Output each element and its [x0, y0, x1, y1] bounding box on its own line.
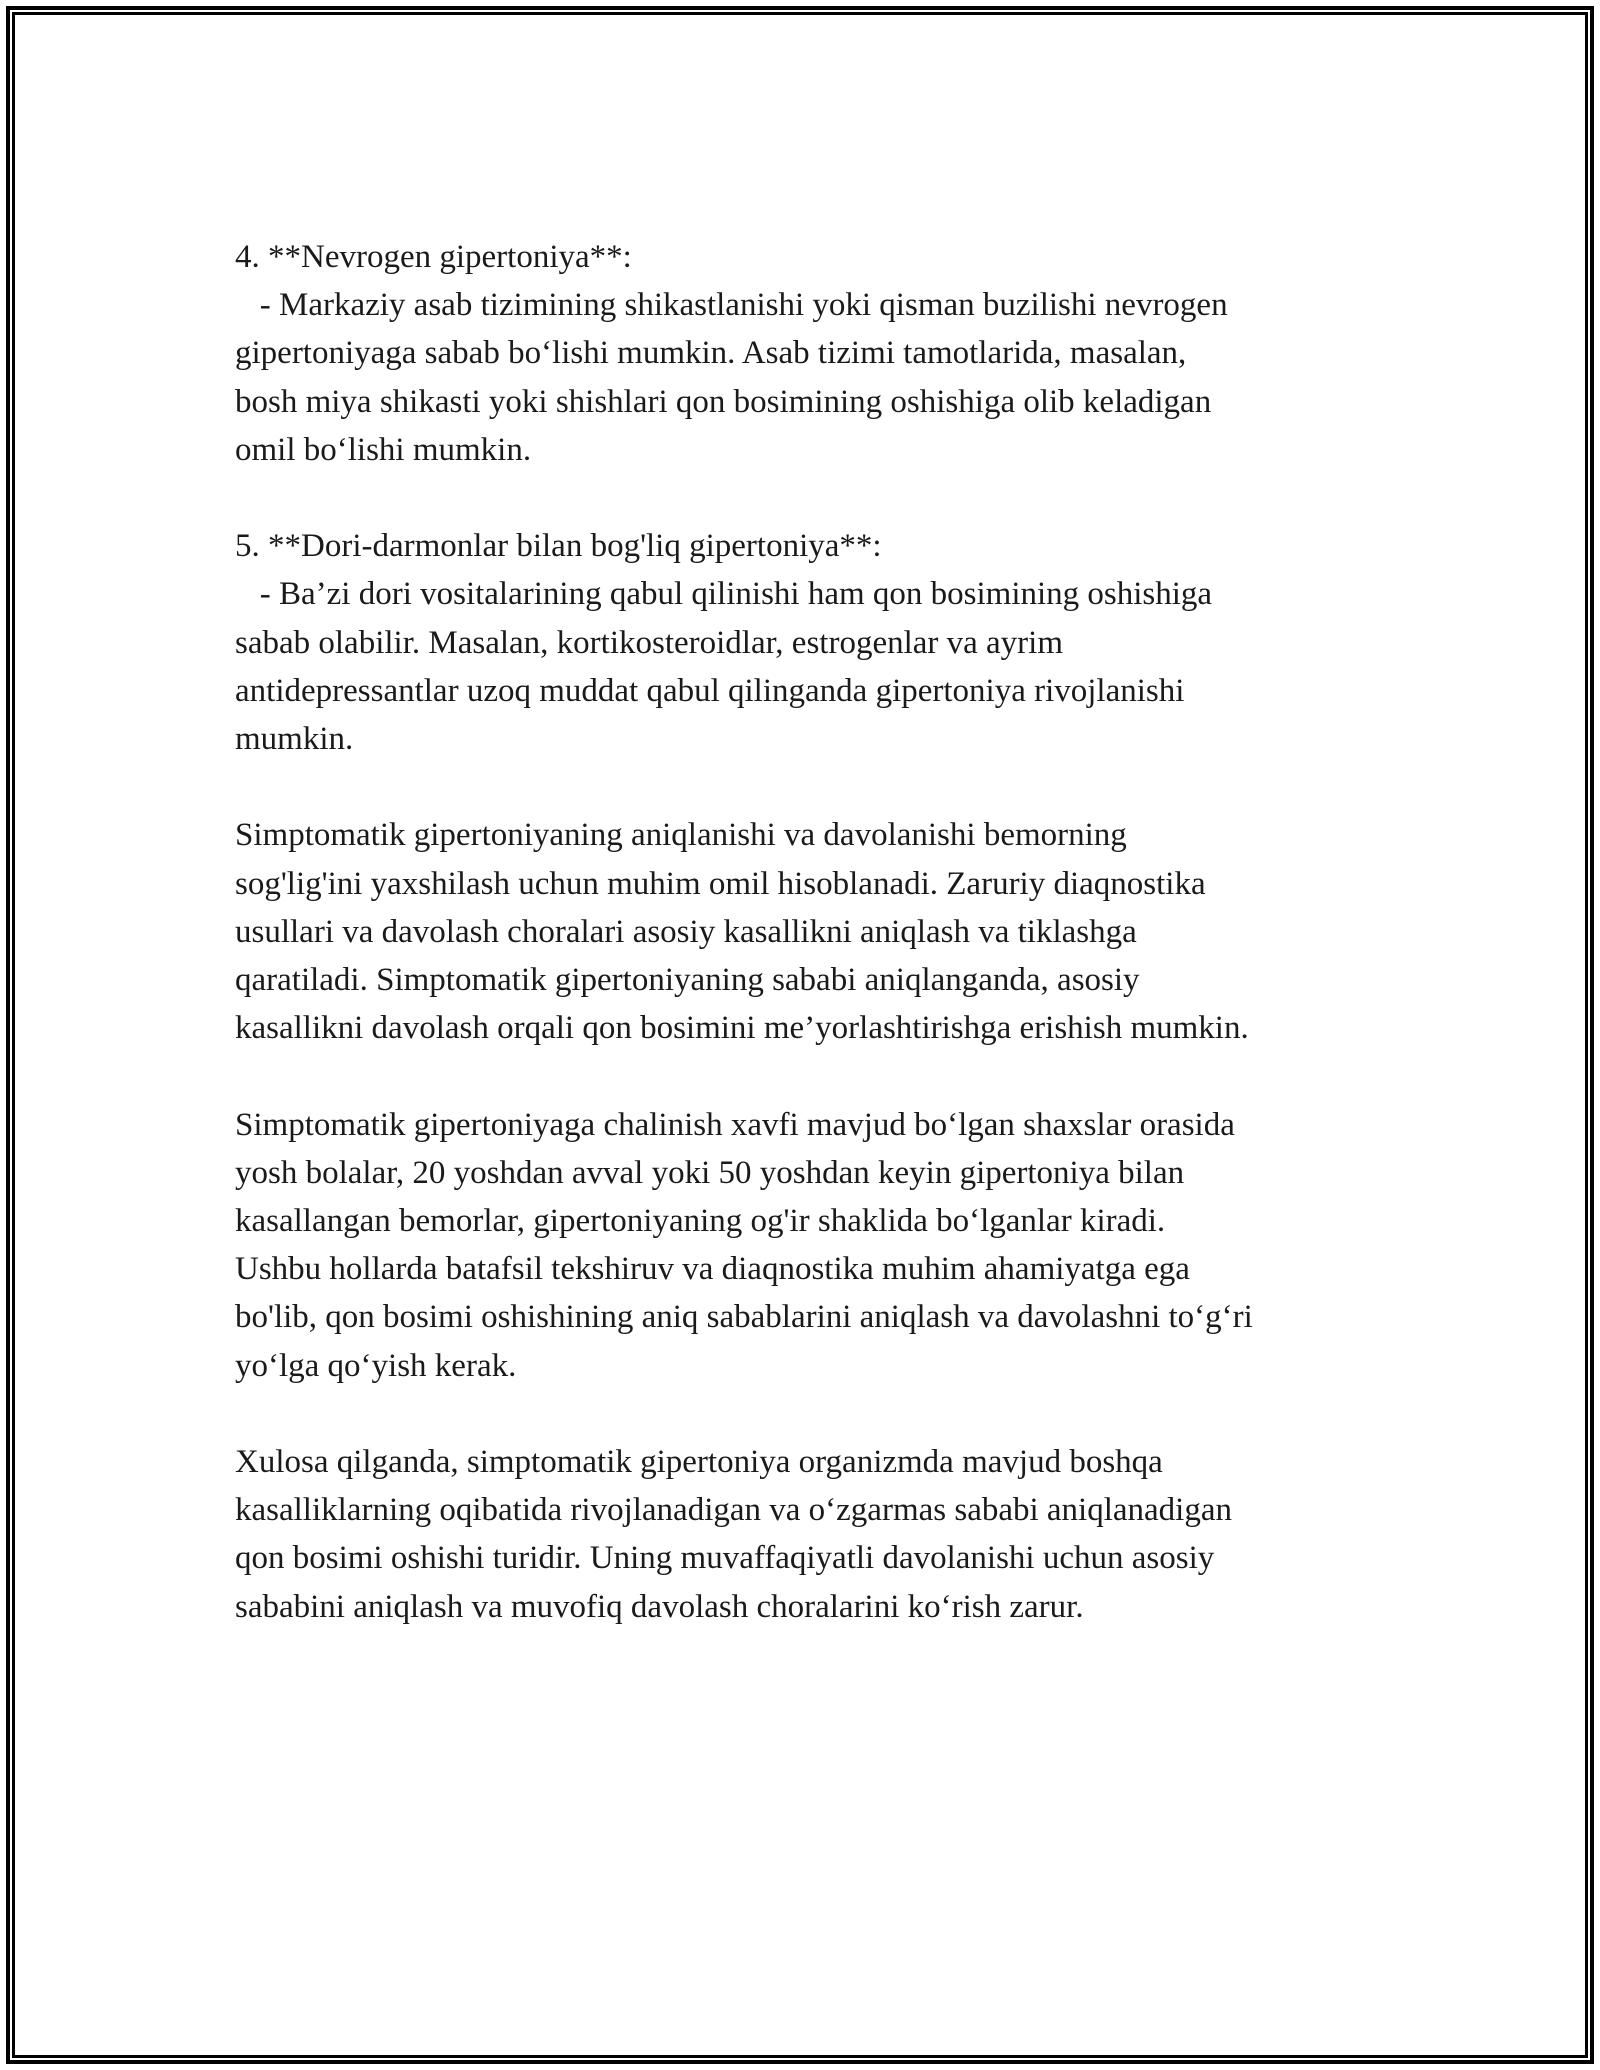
text-line: gipertoniyaga sabab bo‘lishi mumkin. Asab tizimi tamotlarida, masalan, [235, 335, 1187, 372]
text-line: sababini aniqlash va muvofiq davolash choralarini ko‘rish zarur. [235, 1588, 1084, 1625]
text-line: Ushbu hollarda batafsil tekshiruv va diaqnostika muhim ahamiyatga ega [235, 1251, 1190, 1288]
text-line: Simptomatik gipertoniyaga chalinish xavfi mavjud bo‘lgan shaxslar orasida [235, 1106, 1235, 1143]
text-line: - Markaziy asab tizimining shikastlanishi yoki qisman buzilishi nevrogen [235, 287, 1228, 324]
text-line: Simptomatik gipertoniyaning aniqlanishi va davolanishi bemorning [235, 817, 1127, 854]
paragraph-xavf-guruhi [235, 1101, 1385, 1390]
text-line: 5. **Dori-darmonlar bilan bog'liq gipertoniya**: [235, 528, 882, 565]
text-line: antidepressantlar uzoq muddat qabul qilinganda gipertoniya rivojlanishi [235, 672, 1185, 709]
text-line: qaratiladi. Simptomatik gipertoniyaning sababi aniqlanganda, asosiy [235, 962, 1140, 999]
paragraph-xulosa [235, 1438, 1385, 1631]
text-line: sabab olabilir. Masalan, kortikosteroidlar, estrogenlar va ayrim [235, 624, 1064, 661]
text-line: - Ba’zi dori vositalarining qabul qilinishi ham qon bosimining oshishiga [235, 576, 1213, 613]
paragraph-aniqlanishi-davolanishi [235, 811, 1385, 1052]
text-line: Xulosa qilganda, simptomatik gipertoniya organizmda mavjud boshqa [235, 1444, 1163, 1481]
text-line: usullari va davolash choralari asosiy kasallikni aniqlash va tiklashga [235, 913, 1137, 950]
text-line: sog'lig'ini yaxshilash uchun muhim omil hisoblanadi. Zaruriy diaqnostika [235, 865, 1206, 902]
text-line: bo'lib, qon bosimi oshishining aniq sabablarini aniqlash va davolashni to‘g‘ri [235, 1299, 1253, 1336]
text-line: omil bo‘lishi mumkin. [235, 431, 532, 468]
paragraph-nevrogen-gipertoniya [235, 233, 1385, 474]
document-body [235, 233, 1385, 1679]
text-line: qon bosimi oshishi turidir. Uning muvaffaqiyatli davolanishi uchun asosiy [235, 1540, 1215, 1577]
text-line: yo‘lga qo‘yish kerak. [235, 1347, 517, 1384]
text-line: yosh bolalar, 20 yoshdan avval yoki 50 yoshdan keyin gipertoniya bilan [235, 1154, 1185, 1191]
text-line: kasallangan bemorlar, gipertoniyaning og'ir shaklida bo‘lganlar kiradi. [235, 1203, 1166, 1240]
text-line: kasallikni davolash orqali qon bosimini me’yorlashtirishga erishish mumkin. [235, 1010, 1249, 1047]
text-line: bosh miya shikasti yoki shishlari qon bosimining oshishiga olib keladigan [235, 383, 1212, 420]
text-line: kasalliklarning oqibatida rivojlanadigan va o‘zgarmas sababi aniqlanadigan [235, 1492, 1232, 1529]
text-line: 4. **Nevrogen gipertoniya**: [235, 239, 632, 275]
paragraph-dori-darmonlar-gipertoniya [235, 522, 1385, 763]
text-line: mumkin. [235, 721, 354, 758]
